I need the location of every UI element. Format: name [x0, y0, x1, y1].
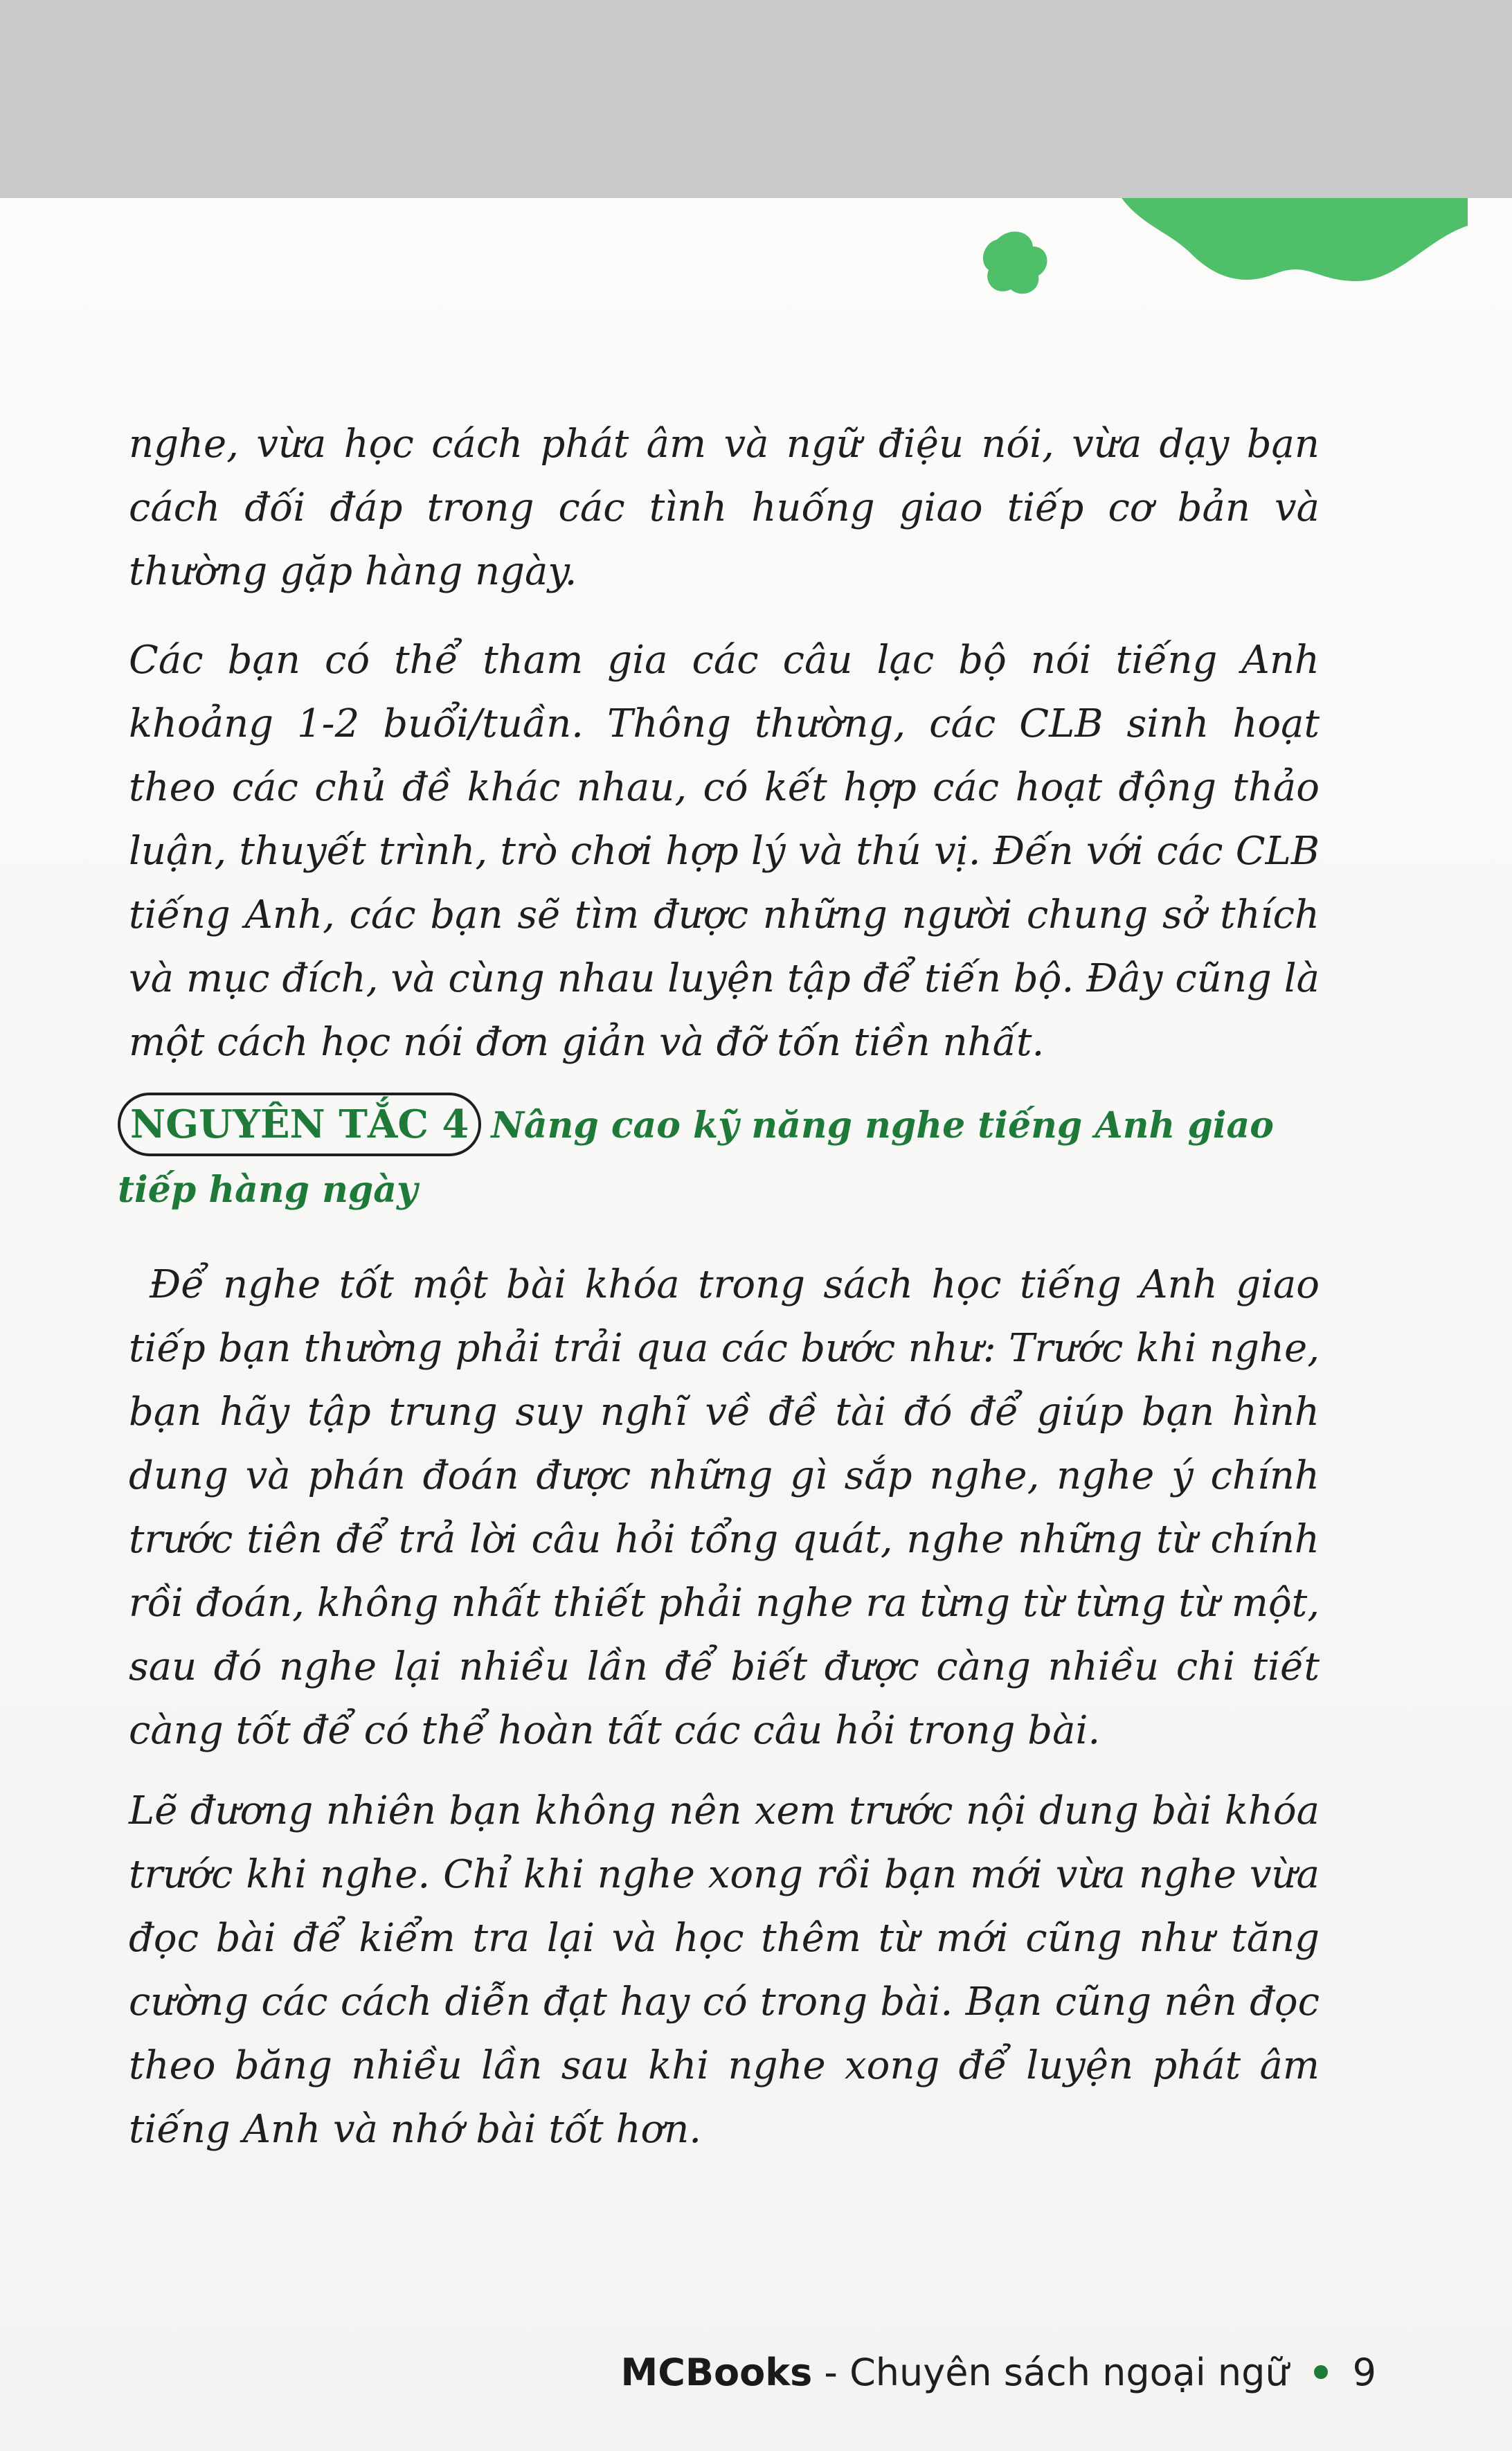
page-footer — [620, 2351, 1376, 2394]
paragraph-1: nghe, vừa học cách phát âm và ngữ điệu nói, vừa dạy bạn cách đối đáp trong các tình huống giao tiếp cơ bản và thường gặp hàng ngày. — [129, 422, 1320, 594]
bullet-dot-icon — [1314, 2365, 1328, 2379]
section-title: Nâng cao kỹ năng nghe tiếng Anh giao tiếp hàng ngày — [118, 1104, 1274, 1211]
publisher-brand: MCBooks — [620, 2351, 813, 2394]
paragraph-4: Lẽ đương nhiên bạn không nên xem trước nội dung bài khóa trước khi nghe. Chỉ khi nghe xong rồi bạn mới vừa nghe vừa đọc bài để kiểm tra lại và học thêm từ mới cũng như tăng cường các cách diễn đạt hay có trong bài. Bạn cũng nên đọc theo băng nhiều lần sau khi nghe xong để luyện phát âm tiếng Anh và nhớ bài tốt hơn. — [129, 1788, 1320, 2152]
green-decoration — [983, 198, 1468, 309]
footer-separator: - — [812, 2351, 850, 2394]
paragraph-3: Để nghe tốt một bài khóa trong sách học tiếng Anh giao tiếp bạn thường phải trải qua các bước như: Trước khi nghe, bạn hãy tập trung suy nghĩ về đề tài đó để giúp bạn hình dung và phán đoán được những gì sắp nghe, nghe ý chính trước tiên để trả lời câu hỏi tổng quát, nghe những từ chính rồi đoán, không nhất thiết phải nghe ra từng từ từng từ một, sau đó nghe lại nhiều lần để biết được càng nhiều chi tiết càng tốt để có thể hoàn tất các câu hỏi trong bài. — [129, 1262, 1320, 1753]
principle-badge: NGUYÊN TẮC 4 — [118, 1093, 481, 1156]
page-number: 9 — [1352, 2351, 1376, 2394]
publisher-tagline: Chuyên sách ngoại ngữ — [849, 2351, 1289, 2394]
paragraph-2: Các bạn có thể tham gia các câu lạc bộ nói tiếng Anh khoảng 1-2 buổi/tuần. Thông thường, các CLB sinh hoạt theo các chủ đề khác nhau, có kết hợp các hoạt động thảo luận, thuyết trình, trò chơi hợp lý và thú vị. Đến với các CLB tiếng Anh, các bạn sẽ tìm được những người chung sở thích và mục đích, và cùng nhau luyện tập để tiến bộ. Đây cũng là một cách học nói đơn giản và đỡ tốn tiền nhất. — [129, 638, 1320, 1065]
section-heading — [118, 1093, 1322, 1222]
